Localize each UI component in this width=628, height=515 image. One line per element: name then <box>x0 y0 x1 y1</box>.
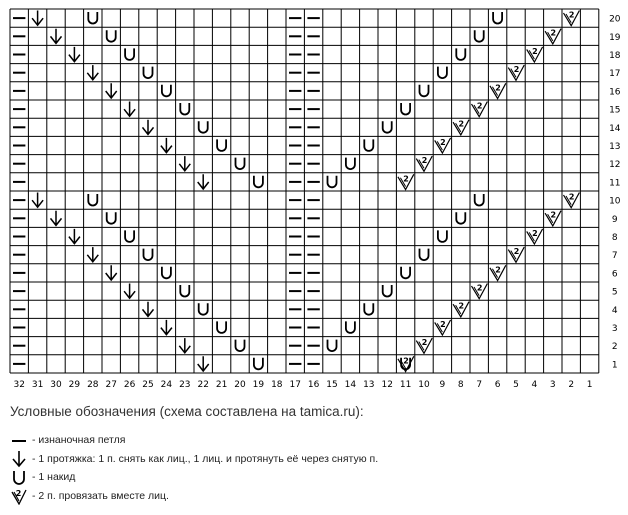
slip-icon <box>10 450 28 468</box>
slip-stitch <box>32 11 43 26</box>
column-number: 26 <box>123 380 136 390</box>
column-numbers <box>13 380 592 390</box>
yarn-over <box>217 139 226 151</box>
yarn-over <box>346 321 355 333</box>
legend-item-purl-text: - изнаночная петля <box>32 434 126 446</box>
column-number: 3 <box>549 380 556 390</box>
yarn-over <box>438 230 447 242</box>
slip-stitch <box>51 29 62 44</box>
column-number: 11 <box>399 380 412 390</box>
slip-stitch <box>106 265 117 280</box>
column-number: 27 <box>105 380 117 390</box>
yarn-over <box>493 12 502 24</box>
slip-stitch <box>124 284 135 299</box>
k2tog-icon-label: 2 <box>15 488 22 498</box>
yarn-over <box>401 103 410 115</box>
yarn-over <box>328 340 337 352</box>
row-number: 12 <box>609 160 621 171</box>
k2tog-label: 2 <box>568 10 575 20</box>
column-number: 21 <box>215 380 228 390</box>
yarn-over <box>88 194 97 206</box>
yarn-over <box>420 85 429 97</box>
slip-stitch <box>87 247 98 262</box>
slip-stitch <box>106 83 117 98</box>
k2tog-label: 2 <box>495 265 501 275</box>
slip-stitch <box>198 356 209 371</box>
yarn-over <box>346 158 355 170</box>
yarn-over <box>475 30 484 42</box>
yarn-over <box>328 176 337 188</box>
row-number: 10 <box>609 196 621 207</box>
slip-stitch <box>143 302 154 317</box>
slip-stitch <box>179 338 190 353</box>
column-number: 10 <box>418 380 430 390</box>
column-number: 18 <box>271 380 283 390</box>
yarn-over <box>162 267 171 279</box>
column-number: 23 <box>179 380 191 390</box>
slip-stitch <box>179 156 190 171</box>
row-number: 1 <box>611 360 618 371</box>
legend-item-slip <box>10 450 620 469</box>
column-number: 25 <box>142 380 154 390</box>
yarn-over <box>236 158 245 170</box>
slip-stitch <box>69 229 80 244</box>
yarn-over <box>364 139 373 151</box>
column-number: 28 <box>87 380 99 390</box>
k2tog-label: 2 <box>495 83 501 93</box>
row-number: 7 <box>611 251 618 262</box>
legend-title: Условные обозначения (схема составлена на tamica.ru): <box>10 404 364 419</box>
row-numbers <box>609 15 621 371</box>
legend-item-purl <box>10 431 620 450</box>
row-number: 5 <box>611 287 618 298</box>
k2tog-label: 2 <box>513 65 520 75</box>
yarn-over <box>383 121 392 133</box>
column-number: 31 <box>31 380 44 390</box>
column-number: 4 <box>531 380 538 390</box>
slip-stitch <box>87 65 98 80</box>
k2tog-label: 2 <box>532 46 538 56</box>
row-number: 17 <box>609 69 621 80</box>
yarn-over <box>125 230 134 242</box>
row-number: 4 <box>611 305 618 316</box>
column-number: 22 <box>197 380 209 390</box>
slip-stitch <box>161 320 172 335</box>
column-number: 8 <box>457 380 464 390</box>
slip-stitch <box>198 174 209 189</box>
column-number: 9 <box>439 380 446 390</box>
yarn-over <box>144 67 153 79</box>
yarn-over <box>88 12 97 24</box>
k2tog-label: 2 <box>550 210 557 220</box>
yarn-over <box>475 194 484 206</box>
k2tog-label: 2 <box>421 338 428 348</box>
slip-stitch <box>124 102 135 117</box>
column-number: 15 <box>326 380 338 390</box>
row-number: 13 <box>609 142 621 152</box>
column-number: 20 <box>234 380 246 390</box>
k2tog-label: 2 <box>403 174 409 184</box>
yarn-over <box>254 358 263 370</box>
row-number: 11 <box>609 178 621 189</box>
row-number: 19 <box>609 32 621 43</box>
yarn-over <box>180 285 189 297</box>
k2tog-label: 2 <box>513 247 520 257</box>
purl-icon <box>10 431 28 449</box>
k2tog-label: 2 <box>568 192 575 202</box>
yarn-over <box>162 85 171 97</box>
column-number: 6 <box>494 380 501 390</box>
yarn-over <box>144 249 153 261</box>
column-number: 13 <box>363 380 375 390</box>
slip-stitch <box>32 193 43 208</box>
row-number: 16 <box>609 87 621 98</box>
legend <box>10 404 620 505</box>
k2tog-label: 2 <box>440 137 446 147</box>
row-number: 2 <box>611 342 618 353</box>
column-number: 32 <box>13 380 25 390</box>
yarn-over <box>217 321 226 333</box>
yarn-over <box>438 67 447 79</box>
yarn-over-icon <box>10 468 28 486</box>
k2tog-label: 2 <box>458 301 465 311</box>
yarn-over <box>199 303 208 315</box>
yarn-over <box>125 48 134 60</box>
k2tog-label: 2 <box>476 101 483 111</box>
column-number: 19 <box>252 380 265 390</box>
column-number: 17 <box>289 380 301 390</box>
legend-item-k2tog-text: - 2 п. провязать вместе лиц. <box>32 489 169 502</box>
yarn-over <box>180 103 189 115</box>
yarn-over <box>107 212 116 224</box>
column-number: 5 <box>513 380 519 390</box>
yarn-over <box>383 285 392 297</box>
yarn-over <box>199 121 208 133</box>
k2tog-label: 2 <box>550 28 557 38</box>
slip-stitch <box>161 138 172 153</box>
row-number: 14 <box>609 123 621 134</box>
row-number: 15 <box>609 105 621 116</box>
yarn-over <box>236 340 245 352</box>
legend-item-yarn-over <box>10 468 620 487</box>
row-number: 3 <box>611 324 618 334</box>
k2tog-label: 2 <box>476 283 483 293</box>
row-number: 6 <box>611 269 618 280</box>
k2tog-label: 2 <box>421 156 428 166</box>
yarn-over <box>364 303 373 315</box>
legend-item-k2tog <box>10 487 620 506</box>
slip-stitch <box>51 211 62 226</box>
column-number: 29 <box>68 380 81 390</box>
yarn-over <box>420 249 429 261</box>
column-number: 24 <box>160 380 173 390</box>
yarn-over <box>456 212 465 224</box>
k2tog-icon <box>10 487 28 505</box>
column-number: 1 <box>586 380 593 390</box>
row-number: 18 <box>609 51 621 61</box>
yarn-over <box>107 30 116 42</box>
k2tog-label: 2 <box>458 119 465 129</box>
k2tog-label: 2 <box>532 228 538 238</box>
legend-item-slip-text: - 1 протяжка: 1 п. снять как лиц., 1 лиц. и протянуть её через снятую п. <box>32 452 379 465</box>
column-number: 7 <box>476 380 483 390</box>
column-number: 2 <box>568 380 575 390</box>
row-number: 8 <box>611 233 618 243</box>
column-number: 14 <box>344 380 357 390</box>
slip-stitch <box>69 47 80 62</box>
chart-grid <box>10 9 599 373</box>
yarn-over <box>456 48 465 60</box>
column-number: 16 <box>307 380 320 390</box>
yarn-over <box>401 267 410 279</box>
legend-item-yarn-over-text: - 1 накид <box>32 471 76 483</box>
k2tog-label: 2 <box>403 356 409 366</box>
row-number: 20 <box>609 14 621 25</box>
column-number: 12 <box>381 380 393 390</box>
row-number: 9 <box>611 214 618 225</box>
k2tog-label: 2 <box>440 319 446 329</box>
yarn-over <box>254 176 263 188</box>
slip-stitch <box>143 120 154 135</box>
column-number: 30 <box>50 380 62 390</box>
